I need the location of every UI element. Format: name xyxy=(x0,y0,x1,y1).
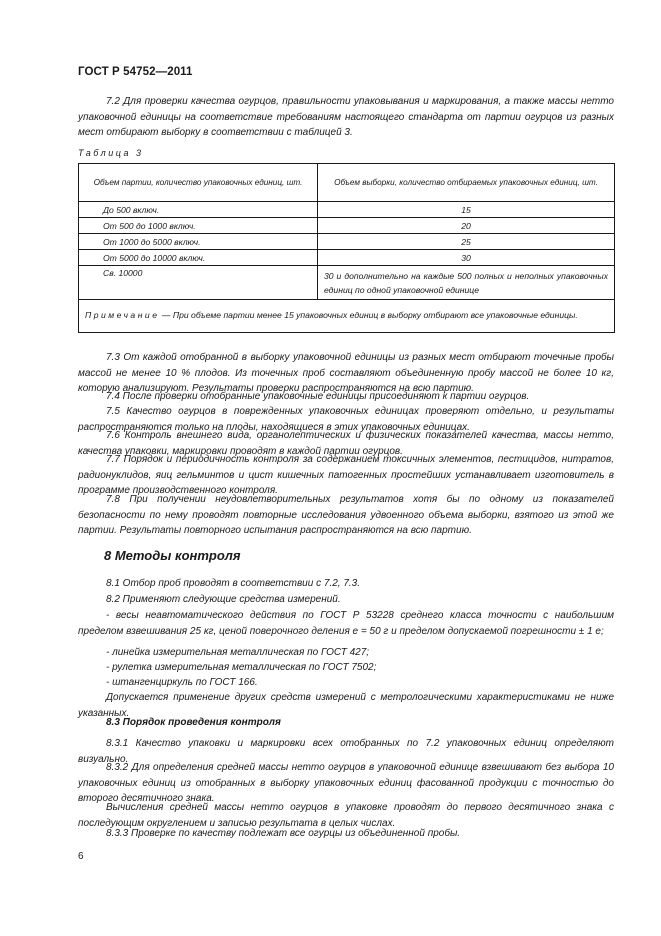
list-item-scales: - весы неавтоматического действия по ГОСТ Р 53228 среднего класса точности с наибольшим пределом взвешивания 25 кг, ценой поверочного деления е = 50 г и пределом допускаемой погрешности ± 1 е; xyxy=(78,610,614,637)
table-cell-lot: До 500 включ. xyxy=(79,202,318,218)
list-item-caliper: - штангенциркуль по ГОСТ 166. xyxy=(106,677,258,688)
standard-header: ГОСТ Р 54752—2011 xyxy=(78,66,193,78)
list-item-tape: - рулетка измерительная металлическая по ГОСТ 7502; xyxy=(106,662,377,673)
table-row xyxy=(79,266,615,300)
table-cell-sample: 30 и дополнительно на каждые 500 полных и неполных упаковочных единиц по одной упаковочной единице xyxy=(318,266,615,300)
table-cell-sample: 30 xyxy=(318,250,615,266)
table-cell-lot: От 5000 до 10000 включ. xyxy=(79,250,318,266)
paragraph-8-2: 8.2 Применяют следующие средства измерений. xyxy=(106,594,341,605)
paragraph-7-3: 7.3 От каждой отобранной в выборку упаковочной единицы из разных мест отбирают точечные пробы массой не менее 10 % плодов. Из точечных проб составляют объединенную пробу массой не более 10 кг, которую анализируют. Результаты проверки распространяются на всю партию. xyxy=(78,352,614,394)
table-row xyxy=(79,218,615,234)
table-header-sample: Объем выборки, количество отбираемых упаковочных единиц, шт. xyxy=(318,164,615,202)
table-note-label: Примечание xyxy=(85,310,160,321)
table-3 xyxy=(78,163,615,333)
paragraph-8-3-heading: 8.3 Порядок проведения контроля xyxy=(106,717,281,728)
list-item-ruler: - линейка измерительная металлическая по ГОСТ 427; xyxy=(106,647,370,658)
table-header-lot: Объем партии, количество упаковочных единиц, шт. xyxy=(79,164,318,202)
paragraph-7-7: 7.7 Порядок и периодичность контроля за содержанием токсичных элементов, пестицидов, нитратов, радионуклидов, яиц гельминтов и цист кишечных патогенных простейших устанавливает изготовитель в программе производственного контроля. xyxy=(78,454,614,496)
paragraph-8-3-1: 8.3.1 Качество упаковки и маркировки всех отобранных по 7.2 упаковочных единиц определяют визуально. xyxy=(78,738,614,765)
paragraph-calculation: Вычисления средней массы нетто огурцов в упаковке проводят до первого десятичного знака с последующим округлением и записью результата в целых числах. xyxy=(78,802,614,829)
table-header-row xyxy=(79,164,615,202)
table-row xyxy=(79,234,615,250)
paragraph-8-1: 8.1 Отбор проб проводят в соответствии с 7.2, 7.3. xyxy=(106,578,360,589)
table-note-row xyxy=(79,300,615,333)
table-caption: Таблица 3 xyxy=(78,148,144,158)
paragraph-7-5: 7.5 Качество огурцов в поврежденных упаковочных единицах проверяют отдельно, и результаты распространяются только на плоды, находящиеся в этих упаковочных единицах. xyxy=(78,406,614,433)
table-row xyxy=(79,202,615,218)
paragraph-8-3-3: 8.3.3 Проверке по качеству подлежат все огурцы из объединенной пробы. xyxy=(106,828,461,839)
table-cell-sample: 25 xyxy=(318,234,615,250)
table-cell-lot: Св. 10000 xyxy=(79,266,318,300)
table-row xyxy=(79,250,615,266)
table-cell-lot: От 1000 до 5000 включ. xyxy=(79,234,318,250)
paragraph-7-2: 7.2 Для проверки качества огурцов, правильности упаковывания и маркирования, а также массы нетто упаковочной единицы на соответствие требованиям настоящего стандарта от партии огурцов из разных мест отбирают выборку в соответствии с таблицей 3. xyxy=(78,96,614,138)
table-cell-sample: 20 xyxy=(318,218,615,234)
paragraph-8-3-2: 8.3.2 Для определения средней массы нетто огурцов в упаковочной единице взвешивают без выбора 10 упаковочных единиц из отобранных в выборку упаковочных единиц фасованной продукции с точностью до второго десятичного знака. xyxy=(78,762,614,804)
paragraph-other-instruments: Допускается применение других средств измерений с метрологическими характеристиками не ниже указанных. xyxy=(78,692,614,719)
paragraph-7-4: 7.4 После проверки отобранные упаковочные единицы присоединяют к партии огурцов. xyxy=(106,391,530,402)
page-number: 6 xyxy=(78,851,84,862)
section-8-heading: 8 Методы контроля xyxy=(104,548,241,563)
paragraph-7-6: 7.6 Контроль внешнего вида, органолептических и физических показателей качества, массы нетто, качества упаковки, маркировки проводят в каждой партии огурцов. xyxy=(78,430,614,457)
table-cell-sample: 15 xyxy=(318,202,615,218)
table-note-text: — При объеме партии менее 15 упаковочных единиц в выборку отбирают все упаковочные единицы. xyxy=(161,310,578,321)
table-cell-lot: От 500 до 1000 включ. xyxy=(79,218,318,234)
paragraph-7-8: 7.8 При получении неудовлетворительных результатов хотя бы по одному из показателей безопасности по нему проводят повторные исследования удвоенного объема выборки, взятого из этой же партии. Результаты повторного испытания распространяются на всю партию. xyxy=(78,494,614,536)
table-note xyxy=(79,300,615,333)
